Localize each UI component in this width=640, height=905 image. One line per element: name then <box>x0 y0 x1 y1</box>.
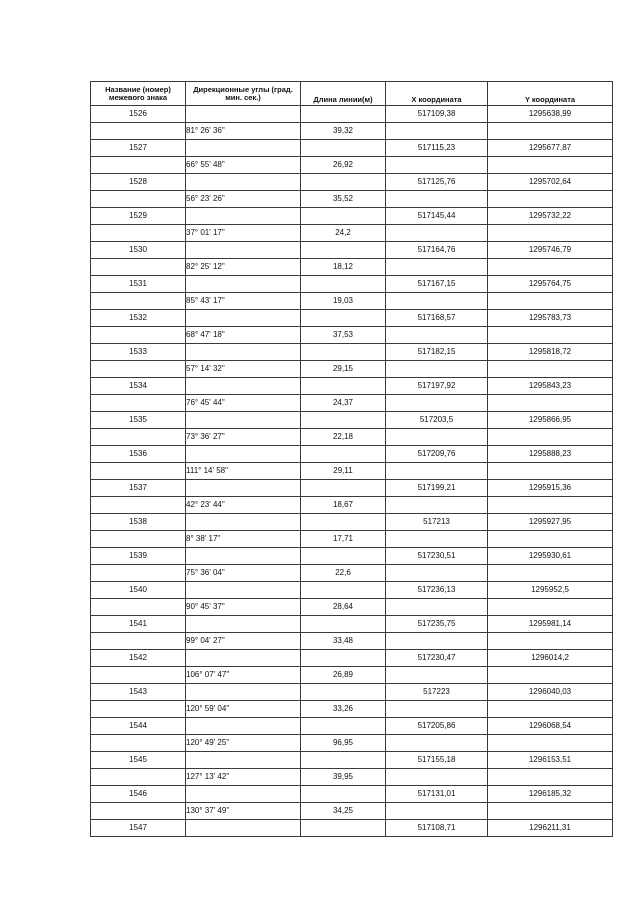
y-coordinate-cell <box>488 327 613 344</box>
line-length-cell <box>301 242 386 259</box>
table-body <box>91 106 613 837</box>
marker-name-cell <box>91 123 186 140</box>
line-length-cell: 28,64 <box>301 599 386 616</box>
line-length-cell: 26,92 <box>301 157 386 174</box>
x-coordinate-cell <box>386 633 488 650</box>
x-coordinate-cell <box>386 293 488 310</box>
marker-name-cell <box>91 497 186 514</box>
direction-angle-cell <box>186 786 301 803</box>
marker-name-cell <box>91 293 186 310</box>
line-length-cell <box>301 582 386 599</box>
marker-name-cell <box>91 633 186 650</box>
y-coordinate-cell: 1295783,73 <box>488 310 613 327</box>
header-x-coordinate: X координата <box>386 82 488 106</box>
direction-angle-cell: 81° 26' 36" <box>186 123 301 140</box>
y-coordinate-cell <box>488 123 613 140</box>
y-coordinate-cell: 1295915,36 <box>488 480 613 497</box>
line-length-cell: 24,2 <box>301 225 386 242</box>
x-coordinate-cell <box>386 565 488 582</box>
segment-row <box>91 429 613 446</box>
y-coordinate-cell <box>488 361 613 378</box>
y-coordinate-cell: 1295930,61 <box>488 548 613 565</box>
direction-angle-cell: 68° 47' 18" <box>186 327 301 344</box>
x-coordinate-cell: 517235,75 <box>386 616 488 633</box>
header-marker-name: Название (номер) межевого знака <box>91 82 186 106</box>
marker-row <box>91 786 613 803</box>
marker-name-cell <box>91 191 186 208</box>
y-coordinate-cell <box>488 293 613 310</box>
direction-angle-cell <box>186 310 301 327</box>
marker-name-cell <box>91 599 186 616</box>
marker-name-cell: 1526 <box>91 106 186 123</box>
y-coordinate-cell <box>488 259 613 276</box>
marker-row <box>91 208 613 225</box>
marker-row <box>91 344 613 361</box>
marker-name-cell: 1544 <box>91 718 186 735</box>
marker-name-cell <box>91 157 186 174</box>
line-length-cell: 34,25 <box>301 803 386 820</box>
x-coordinate-cell: 517199,21 <box>386 480 488 497</box>
y-coordinate-cell: 1295866,95 <box>488 412 613 429</box>
line-length-cell <box>301 616 386 633</box>
marker-name-cell: 1542 <box>91 650 186 667</box>
marker-name-cell <box>91 429 186 446</box>
segment-row <box>91 735 613 752</box>
header-y-coordinate: Y координата <box>488 82 613 106</box>
line-length-cell <box>301 106 386 123</box>
line-length-cell: 19,03 <box>301 293 386 310</box>
x-coordinate-cell <box>386 531 488 548</box>
direction-angle-cell <box>186 208 301 225</box>
line-length-cell <box>301 378 386 395</box>
direction-angle-cell: 56° 23' 26" <box>186 191 301 208</box>
line-length-cell: 35,52 <box>301 191 386 208</box>
segment-row <box>91 667 613 684</box>
x-coordinate-cell <box>386 497 488 514</box>
marker-name-cell <box>91 463 186 480</box>
y-coordinate-cell <box>488 157 613 174</box>
line-length-cell: 26,89 <box>301 667 386 684</box>
x-coordinate-cell <box>386 157 488 174</box>
marker-name-cell: 1533 <box>91 344 186 361</box>
marker-name-cell: 1535 <box>91 412 186 429</box>
marker-name-cell: 1530 <box>91 242 186 259</box>
marker-row <box>91 378 613 395</box>
line-length-cell <box>301 650 386 667</box>
direction-angle-cell: 99° 04' 27" <box>186 633 301 650</box>
marker-name-cell: 1547 <box>91 820 186 837</box>
segment-row <box>91 395 613 412</box>
direction-angle-cell: 111° 14' 58" <box>186 463 301 480</box>
x-coordinate-cell: 517205,86 <box>386 718 488 735</box>
marker-row <box>91 174 613 191</box>
segment-row <box>91 531 613 548</box>
direction-angle-cell <box>186 752 301 769</box>
marker-name-cell: 1546 <box>91 786 186 803</box>
marker-name-cell: 1545 <box>91 752 186 769</box>
line-length-cell <box>301 752 386 769</box>
line-length-cell: 17,71 <box>301 531 386 548</box>
x-coordinate-cell: 517131,01 <box>386 786 488 803</box>
segment-row <box>91 157 613 174</box>
y-coordinate-cell: 1295981,14 <box>488 616 613 633</box>
x-coordinate-cell <box>386 361 488 378</box>
y-coordinate-cell <box>488 633 613 650</box>
x-coordinate-cell <box>386 327 488 344</box>
x-coordinate-cell: 517230,47 <box>386 650 488 667</box>
y-coordinate-cell <box>488 701 613 718</box>
x-coordinate-cell <box>386 123 488 140</box>
marker-name-cell: 1538 <box>91 514 186 531</box>
marker-row <box>91 140 613 157</box>
direction-angle-cell: 76° 45' 44" <box>186 395 301 412</box>
marker-name-cell: 1527 <box>91 140 186 157</box>
direction-angle-cell: 8° 38' 17" <box>186 531 301 548</box>
line-length-cell <box>301 412 386 429</box>
direction-angle-cell <box>186 344 301 361</box>
marker-row <box>91 446 613 463</box>
direction-angle-cell: 130° 37' 49" <box>186 803 301 820</box>
y-coordinate-cell: 1295746,79 <box>488 242 613 259</box>
marker-row <box>91 412 613 429</box>
y-coordinate-cell <box>488 429 613 446</box>
x-coordinate-cell <box>386 667 488 684</box>
direction-angle-cell <box>186 276 301 293</box>
x-coordinate-cell: 517223 <box>386 684 488 701</box>
marker-name-cell: 1543 <box>91 684 186 701</box>
marker-name-cell <box>91 565 186 582</box>
direction-angle-cell: 66° 55' 48" <box>186 157 301 174</box>
y-coordinate-cell <box>488 395 613 412</box>
marker-name-cell: 1534 <box>91 378 186 395</box>
x-coordinate-cell: 517182,15 <box>386 344 488 361</box>
direction-angle-cell: 75° 36' 04" <box>186 565 301 582</box>
x-coordinate-cell <box>386 191 488 208</box>
segment-row <box>91 633 613 650</box>
line-length-cell <box>301 344 386 361</box>
marker-name-cell <box>91 667 186 684</box>
marker-row <box>91 242 613 259</box>
x-coordinate-cell <box>386 701 488 718</box>
marker-name-cell <box>91 769 186 786</box>
marker-name-cell <box>91 735 186 752</box>
marker-name-cell: 1541 <box>91 616 186 633</box>
marker-name-cell <box>91 803 186 820</box>
segment-row <box>91 361 613 378</box>
x-coordinate-cell: 517164,76 <box>386 242 488 259</box>
direction-angle-cell <box>186 684 301 701</box>
header-row <box>91 82 613 106</box>
x-coordinate-cell: 517108,71 <box>386 820 488 837</box>
line-length-cell: 39,32 <box>301 123 386 140</box>
y-coordinate-cell <box>488 463 613 480</box>
x-coordinate-cell: 517197,92 <box>386 378 488 395</box>
marker-name-cell <box>91 259 186 276</box>
line-length-cell <box>301 276 386 293</box>
y-coordinate-cell: 1296153,51 <box>488 752 613 769</box>
x-coordinate-cell: 517115,23 <box>386 140 488 157</box>
x-coordinate-cell: 517236,13 <box>386 582 488 599</box>
line-length-cell: 29,11 <box>301 463 386 480</box>
marker-name-cell <box>91 701 186 718</box>
direction-angle-cell: 42° 23' 44" <box>186 497 301 514</box>
direction-angle-cell: 127° 13' 42" <box>186 769 301 786</box>
marker-row <box>91 480 613 497</box>
y-coordinate-cell: 1295638,99 <box>488 106 613 123</box>
y-coordinate-cell <box>488 531 613 548</box>
marker-row <box>91 106 613 123</box>
marker-name-cell: 1536 <box>91 446 186 463</box>
marker-row <box>91 684 613 701</box>
marker-name-cell: 1529 <box>91 208 186 225</box>
y-coordinate-cell <box>488 803 613 820</box>
direction-angle-cell <box>186 480 301 497</box>
x-coordinate-cell: 517109,38 <box>386 106 488 123</box>
y-coordinate-cell: 1296040,03 <box>488 684 613 701</box>
segment-row <box>91 463 613 480</box>
line-length-cell: 39,95 <box>301 769 386 786</box>
line-length-cell: 37,53 <box>301 327 386 344</box>
marker-name-cell: 1537 <box>91 480 186 497</box>
direction-angle-cell <box>186 412 301 429</box>
line-length-cell: 24,37 <box>301 395 386 412</box>
boundary-coordinates-table <box>90 81 613 837</box>
segment-row <box>91 225 613 242</box>
y-coordinate-cell <box>488 191 613 208</box>
x-coordinate-cell: 517230,51 <box>386 548 488 565</box>
marker-name-cell: 1528 <box>91 174 186 191</box>
direction-angle-cell <box>186 820 301 837</box>
marker-name-cell <box>91 361 186 378</box>
x-coordinate-cell <box>386 803 488 820</box>
direction-angle-cell: 120° 59' 04" <box>186 701 301 718</box>
line-length-cell: 22,18 <box>301 429 386 446</box>
marker-row <box>91 752 613 769</box>
segment-row <box>91 701 613 718</box>
marker-name-cell <box>91 225 186 242</box>
header-direction-angle: Дирекционные углы (град. мин. сек.) <box>186 82 301 106</box>
segment-row <box>91 497 613 514</box>
x-coordinate-cell <box>386 463 488 480</box>
direction-angle-cell <box>186 582 301 599</box>
line-length-cell <box>301 786 386 803</box>
line-length-cell <box>301 174 386 191</box>
marker-row <box>91 718 613 735</box>
line-length-cell <box>301 480 386 497</box>
direction-angle-cell: 57° 14' 32" <box>186 361 301 378</box>
x-coordinate-cell: 517155,18 <box>386 752 488 769</box>
x-coordinate-cell <box>386 395 488 412</box>
y-coordinate-cell: 1296068,54 <box>488 718 613 735</box>
marker-name-cell: 1532 <box>91 310 186 327</box>
marker-row <box>91 650 613 667</box>
direction-angle-cell: 85° 43' 17" <box>186 293 301 310</box>
direction-angle-cell: 82° 25' 12" <box>186 259 301 276</box>
segment-row <box>91 123 613 140</box>
line-length-cell <box>301 446 386 463</box>
line-length-cell <box>301 820 386 837</box>
x-coordinate-cell: 517213 <box>386 514 488 531</box>
line-length-cell: 33,26 <box>301 701 386 718</box>
marker-name-cell: 1540 <box>91 582 186 599</box>
x-coordinate-cell: 517167,15 <box>386 276 488 293</box>
direction-angle-cell <box>186 242 301 259</box>
y-coordinate-cell: 1295702,64 <box>488 174 613 191</box>
x-coordinate-cell <box>386 769 488 786</box>
line-length-cell: 18,67 <box>301 497 386 514</box>
marker-row <box>91 276 613 293</box>
line-length-cell: 29,15 <box>301 361 386 378</box>
y-coordinate-cell <box>488 599 613 616</box>
y-coordinate-cell <box>488 769 613 786</box>
line-length-cell: 18,12 <box>301 259 386 276</box>
direction-angle-cell <box>186 718 301 735</box>
line-length-cell: 22,6 <box>301 565 386 582</box>
segment-row <box>91 565 613 582</box>
segment-row <box>91 803 613 820</box>
y-coordinate-cell: 1295764,75 <box>488 276 613 293</box>
direction-angle-cell <box>186 378 301 395</box>
x-coordinate-cell <box>386 429 488 446</box>
segment-row <box>91 259 613 276</box>
y-coordinate-cell: 1296014,2 <box>488 650 613 667</box>
marker-name-cell <box>91 531 186 548</box>
x-coordinate-cell: 517209,76 <box>386 446 488 463</box>
marker-name-cell <box>91 395 186 412</box>
direction-angle-cell: 37° 01' 17" <box>186 225 301 242</box>
x-coordinate-cell <box>386 735 488 752</box>
direction-angle-cell <box>186 140 301 157</box>
y-coordinate-cell: 1295927,95 <box>488 514 613 531</box>
line-length-cell <box>301 684 386 701</box>
marker-name-cell: 1531 <box>91 276 186 293</box>
line-length-cell <box>301 548 386 565</box>
x-coordinate-cell: 517168,57 <box>386 310 488 327</box>
direction-angle-cell <box>186 106 301 123</box>
y-coordinate-cell: 1295732,22 <box>488 208 613 225</box>
segment-row <box>91 769 613 786</box>
segment-row <box>91 293 613 310</box>
y-coordinate-cell <box>488 225 613 242</box>
y-coordinate-cell <box>488 735 613 752</box>
marker-row <box>91 548 613 565</box>
segment-row <box>91 599 613 616</box>
y-coordinate-cell <box>488 497 613 514</box>
direction-angle-cell <box>186 514 301 531</box>
x-coordinate-cell <box>386 225 488 242</box>
x-coordinate-cell: 517145,44 <box>386 208 488 225</box>
line-length-cell: 33,48 <box>301 633 386 650</box>
line-length-cell <box>301 310 386 327</box>
marker-row <box>91 820 613 837</box>
line-length-cell: 96,95 <box>301 735 386 752</box>
marker-row <box>91 582 613 599</box>
marker-row <box>91 310 613 327</box>
y-coordinate-cell: 1295818,72 <box>488 344 613 361</box>
line-length-cell <box>301 718 386 735</box>
direction-angle-cell <box>186 616 301 633</box>
y-coordinate-cell: 1295952,5 <box>488 582 613 599</box>
marker-name-cell: 1539 <box>91 548 186 565</box>
y-coordinate-cell: 1295677,87 <box>488 140 613 157</box>
y-coordinate-cell: 1296185,32 <box>488 786 613 803</box>
table-header <box>91 82 613 106</box>
line-length-cell <box>301 514 386 531</box>
marker-name-cell <box>91 327 186 344</box>
segment-row <box>91 191 613 208</box>
x-coordinate-cell <box>386 259 488 276</box>
direction-angle-cell: 120° 49' 25" <box>186 735 301 752</box>
segment-row <box>91 327 613 344</box>
y-coordinate-cell: 1296211,31 <box>488 820 613 837</box>
x-coordinate-cell <box>386 599 488 616</box>
y-coordinate-cell: 1295888,23 <box>488 446 613 463</box>
y-coordinate-cell: 1295843,23 <box>488 378 613 395</box>
direction-angle-cell <box>186 446 301 463</box>
x-coordinate-cell: 517203,5 <box>386 412 488 429</box>
line-length-cell <box>301 208 386 225</box>
direction-angle-cell: 90° 45' 37" <box>186 599 301 616</box>
direction-angle-cell <box>186 174 301 191</box>
marker-row <box>91 616 613 633</box>
direction-angle-cell <box>186 650 301 667</box>
y-coordinate-cell <box>488 667 613 684</box>
direction-angle-cell: 73° 36' 27" <box>186 429 301 446</box>
line-length-cell <box>301 140 386 157</box>
marker-row <box>91 514 613 531</box>
x-coordinate-cell: 517125,76 <box>386 174 488 191</box>
header-line-length: Длина линии(м) <box>301 82 386 106</box>
direction-angle-cell: 106° 07' 47" <box>186 667 301 684</box>
y-coordinate-cell <box>488 565 613 582</box>
direction-angle-cell <box>186 548 301 565</box>
